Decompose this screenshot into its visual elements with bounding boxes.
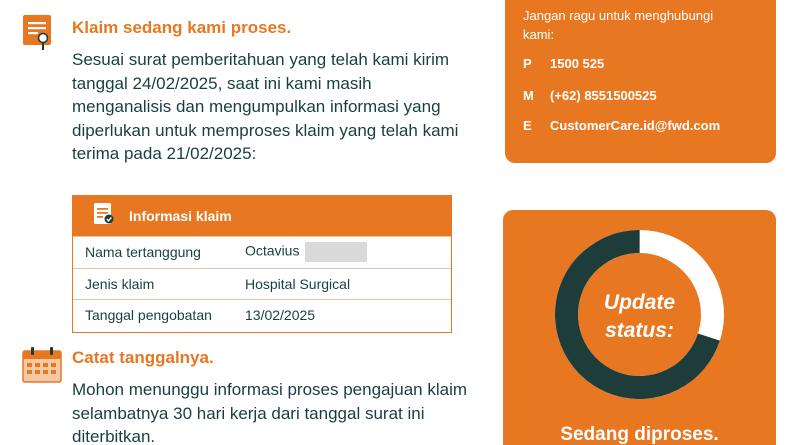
mobile-key: M	[523, 88, 534, 103]
status-label-status: status:	[605, 319, 674, 342]
row-label: Jenis klaim	[85, 275, 155, 292]
contact-phone	[523, 56, 604, 71]
redaction-block	[305, 242, 367, 262]
contact-mobile	[523, 88, 657, 103]
row-label: Nama tertanggung	[85, 244, 201, 261]
reminder-text: Mohon menunggu informasi proses pengajuan klaim selambatnya 30 hari kerja dari tanggal surat ini diterbitkan.	[72, 380, 468, 445]
phone-key: P	[523, 56, 532, 71]
row-label: Tanggal pengobatan	[85, 307, 212, 324]
table-row	[73, 236, 451, 268]
email-key: E	[523, 118, 532, 133]
status-card	[503, 210, 776, 445]
status-label-update: Update	[603, 291, 676, 314]
claim-info-table	[72, 195, 452, 333]
insured-name-value: Octavius	[245, 242, 367, 262]
mobile-number[interactable]: (+62) 8551500525	[550, 88, 657, 103]
table-row	[73, 299, 451, 331]
claim-intro-text: Sesuai surat pemberitahuan yang telah kami kirim tanggal 24/02/2025, saat ini kami masih menganalisis dan mengumpulkan informasi yang diperlukan untuk memproses klaim yang telah kami terima pada 21/02/2025:	[72, 50, 459, 163]
document-check-icon	[93, 202, 115, 231]
contact-intro: Jangan ragu untuk menghubungi kami:	[523, 8, 714, 42]
reminder-title: Catat tanggalnya.	[72, 348, 214, 367]
calendar-icon	[22, 347, 62, 383]
claim-info-title: Informasi klaim	[129, 208, 232, 224]
phone-number[interactable]: 1500 525	[550, 56, 605, 71]
table-row	[73, 268, 451, 300]
treatment-date-value: 13/02/2025	[245, 307, 316, 324]
contact-card	[505, 0, 776, 163]
claim-type-value: Hospital Surgical	[245, 275, 351, 292]
claim-title: Klaim sedang kami proses.	[72, 18, 292, 37]
email-link[interactable]: CustomerCare.id@fwd.com	[550, 118, 721, 133]
document-search-icon	[22, 14, 52, 52]
contact-email	[523, 118, 720, 133]
status-value: Sedang diproses.	[560, 424, 719, 445]
claim-info-header	[73, 196, 451, 236]
